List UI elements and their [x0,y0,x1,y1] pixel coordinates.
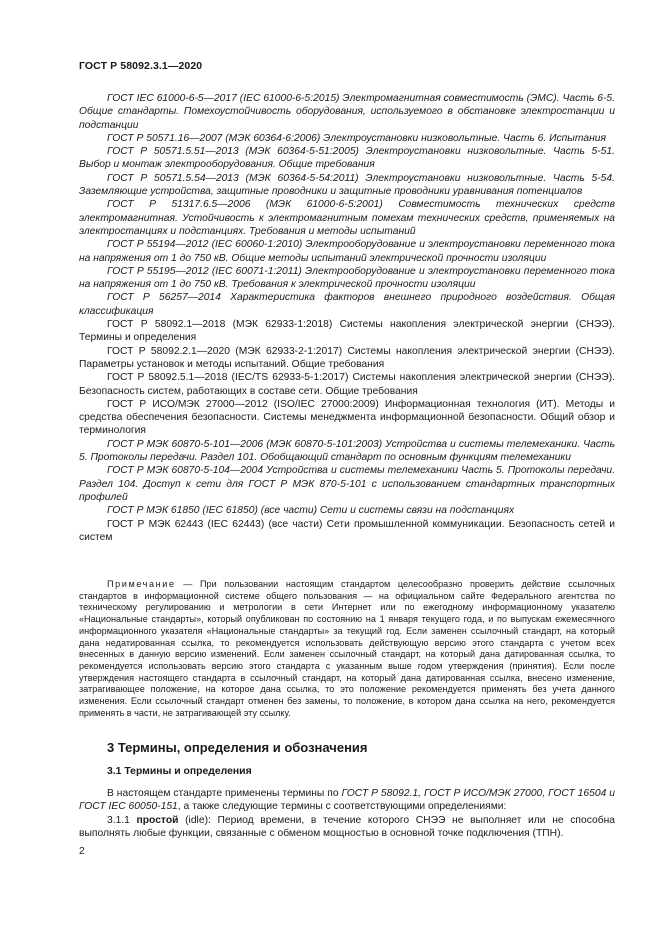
reference-item: ГОСТ Р МЭК 60870-5-101—2006 (МЭК 60870-5-101:2003) Устройства и системы телемеханики. Часть 5. Протоколы передачи. Раздел 101. Обобщающий стандарт по основным функциям телемеханики [79,438,615,464]
reference-item: ГОСТ Р 55194—2012 (IEC 60060-1:2010) Электрооборудование и электроустановки переменного тока на напряжения от 1 до 750 кВ. Общие методы испытаний электрической прочности изоляции [79,239,615,264]
intro-start: В настоящем стандарте применены термины по [107,788,342,799]
note-paragraph [79,579,615,719]
reference-item: ГОСТ Р 51317.6.5—2006 (МЭК 61000-6-5:2001) Совместимость технических средств электромагнитная. Устойчивость к электромагнитным помехам технических средств, применяемых на электростанциях и подстанциях. Требования и методы испытаний [79,199,615,237]
subsection-title: 3.1 Термины и определения [107,766,252,777]
terms-body [79,787,615,840]
term-definition-paragraph [79,814,615,841]
reference-item: ГОСТ Р 58092.2.1—2020 (МЭК 62933-2-1:2017) Системы накопления электрической энергии (СНЭЭ). Параметры установок и методы испытаний. Общие требования [79,345,615,370]
reference-item: ГОСТ Р ИСО/МЭК 27000—2012 (ISO/IEC 27000:2009) Информационная технология (ИТ). Методы и средства обеспечения безопасности. Системы менеджмента информационной безопасности. Общий обзор и терминология [79,398,615,437]
reference-item: ГОСТ Р 50571.5.51—2013 (МЭК 60364-5-51:2005) Электроустановки низковольтные. Часть 5-51. Выбор и монтаж электрооборудования. Общие требования [79,146,615,171]
reference-item: ГОСТ Р МЭК 60870-5-104—2004 Устройства и системы телемеханики Часть 5. Протоколы передачи. Раздел 104. Доступ к сети для ГОСТ Р МЭК 870-5-101 с использованием стандартных транспортных профилей [79,465,615,503]
references-note [79,579,615,719]
reference-item: ГОСТ Р 50571.5.54—2013 (МЭК 60364-5-54:2011) Электроустановки низковольтные. Часть 5-54. Заземляющие устройства, защитные проводники и защитные проводники уравнивания потенциалов [79,172,615,198]
document-code-header: ГОСТ Р 58092.3.1—2020 [79,60,203,72]
intro-end: , а также следующие термины с соответствующими определениями: [177,801,507,813]
term-number: 3.1.1 [107,814,137,826]
term-name: простой [136,814,179,826]
section-title: 3 Термины, определения и обозначения [107,740,368,755]
note-label: Примечание [107,579,176,589]
normative-references-list [79,92,615,544]
reference-item: ГОСТ Р МЭК 62443 (IEC 62443) (все части) Сети промышленной коммуникации. Безопасность сетей и систем [79,518,615,543]
reference-item: ГОСТ Р 55195—2012 (IEC 60071-1:2011) Электрооборудование и электроустановки переменного тока на напряжения от 1 до 750 кВ. Требования к электрической прочности изоляции [79,265,615,291]
reference-item: ГОСТ Р 56257—2014 Характеристика факторов внешнего природного воздействия. Общая классификация [79,292,615,317]
page-number: 2 [79,846,85,857]
reference-item: ГОСТ Р МЭК 61850 (IEC 61850) (все части) Сети и системы связи на подстанциях [107,505,515,517]
term-definition: (idle): Период времени, в течение которого СНЭЭ не выполняет или не способна выполнять любые функции, связанные с обменом мощностью в основной точке подключения (ТПН). [79,814,615,839]
reference-item: ГОСТ IEC 61000-6-5—2017 (IEC 61000-6-5:2015) Электромагнитная совместимость (ЭМС). Часть 6-5. Общие стандарты. Помехоустойчивость оборудования, используемого в обстановке электростанции и подстанции [79,93,615,131]
reference-item: ГОСТ Р 58092.5.1—2018 (IEC/TS 62933-5-1:2017) Системы накопления электрической энергии (СНЭЭ). Безопасность систем, работающих в составе сети. Общие требования [79,372,615,397]
note-text: — При пользовании настоящим стандартом целесообразно проверить действие ссылочных стандартов в информационной системе общего пользования — на официальном сайте Федерального агентства по техническому регулированию и метрологии в сети Интернет или по ежегодному информационному указателю «Национальные стандарты», который опубликован по состоянию на 1 января текущего года, и по выпускам ежемесячного информационного указателя «Национальные стандарты» за текущий год. Если заменен ссылочный стандарт, на который дана недатированная ссылка, то рекомендуется использовать действующую версию этого стандарта с учетом всех внесенных в данную версию изменений. Если заменен ссылочный стандарт, на который дана датированная ссылка, то рекомендуется использовать версию этого стандарта с указанным выше годом утверждения (принятия). Если после утверждения настоящего стандарта в ссылочный стандарт, на который дана датированная ссылка, внесено изменение, затрагивающее положение, на которое дана ссылка, то это положение рекомендуется применять без учета данного изменения. Если ссылочный стандарт отменен без замены, то положение, в котором дана ссылка на него, рекомендуется применять в части, не затрагивающей эту ссылку. [79,579,615,718]
reference-item: ГОСТ Р 50571.16—2007 (МЭК 60364-6:2006) Электроустановки низковольтные. Часть 6. Испытания [107,132,606,144]
intro-references: ГОСТ Р 58092.1, ГОСТ Р ИСО/МЭК 27000, ГОСТ 16504 и ГОСТ IEC 60050-151 [79,788,615,813]
reference-item: ГОСТ Р 58092.1—2018 (МЭК 62933-1:2018) Системы накопления электрической энергии (СНЭЭ). Термины и определения [79,319,615,344]
terms-intro-paragraph [79,787,615,814]
